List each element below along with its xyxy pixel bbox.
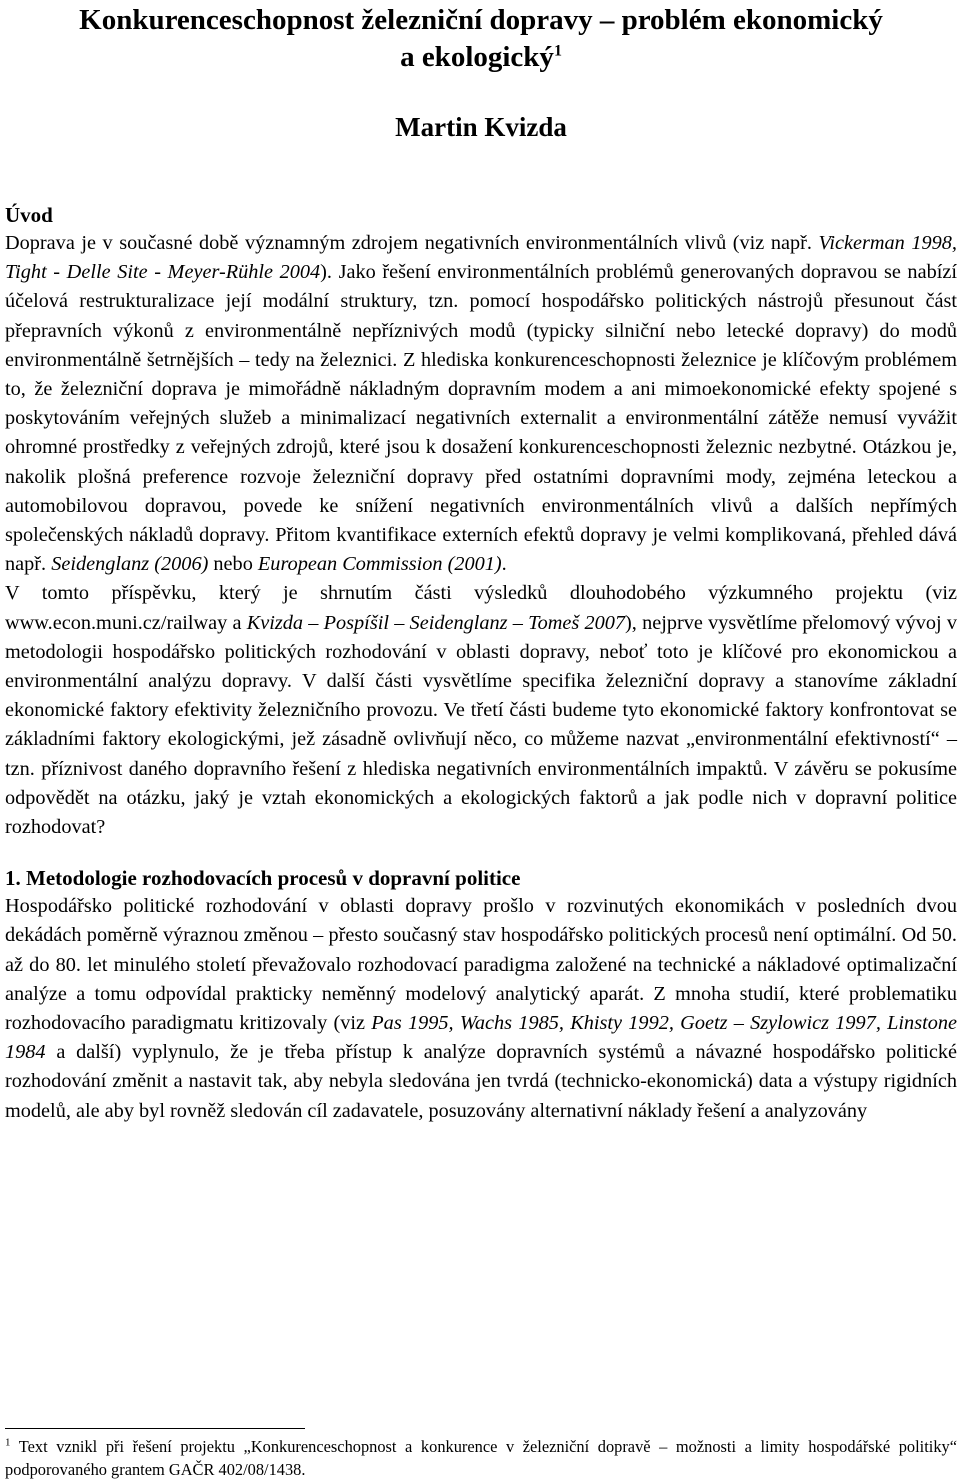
paragraph-intro-1: [5, 229, 957, 579]
paragraph-intro-2: [5, 579, 957, 842]
p2-citation-1: Kvizda – Pospíšil – Seidenglanz – Tomeš 2007: [246, 611, 626, 634]
p1-text-c: nebo: [208, 553, 258, 576]
title-footnote-mark[interactable]: 1: [553, 42, 562, 60]
p3-citations: Pas 1995, Wachs 1985, Khisty 1992, Goetz – Szylowicz 1997, Linstone 1984: [5, 1012, 958, 1064]
p2-text-a: V tomto příspěvku, který je shrnutím části výsledků dlouhodobého výzkumného projektu (viz www.econ.muni.cz/railway a: [5, 582, 957, 634]
p1-text-a: Doprava je v současné době významným zdrojem negativních environmentálních vlivů (viz např.: [5, 232, 819, 254]
paragraph-section1-1: [5, 892, 957, 1126]
p1-citation-3: European Commission (2001): [257, 553, 502, 576]
p1-citation-1: Vickerman 1998, Tight - Delle Site - Meyer-Rühle 2004: [5, 232, 958, 284]
title-line-1: Konkurenceschopnost železniční dopravy – problém ekonomický: [79, 4, 883, 36]
paper-title: [5, 0, 957, 76]
footnote-1: [5, 1435, 957, 1481]
p2-text-b: ), nejprve vysvětlíme přelomový vývoj v metodologii hospodářsko politických rozhodování v oblasti dopravy, neboť toto je klíčové pro ekonomickou a environmentální analýzu dopravy. V další části vysvětlíme specifika železniční dopravy a stanovíme základní ekonomické faktory efektivity železničního provozu. Ve třetí části budeme tyto ekonomické faktory konfrontovat se základními faktory ekologickými, jež zásadně ovlivňují něco, co můžeme nazvat „environmentální efektivností“ – tzn. příznivost daného dopravního řešení z hlediska negativních environmentálních impaktů. V závěru se pokusíme odpovědět na otázku, jaký je vztah ekonomických a ekologických faktorů a jak podle nich v dopravní politice rozhodovat?: [5, 611, 957, 839]
p3-text-b: a další) vyplynulo, že je třeba přístup k analýze dopravních systémů a návazné hospodářsko politické rozhodování změnit a nastavit tak, aby nebyla sledována jen tvrdá (technicko-ekonomická) data a výstupy rigidních modelů, ale aby byl rovněž sledován cíl zadavatele, posuzovány alternativní náklady řešení a analyzovány: [5, 1041, 957, 1122]
p1-text-b: ). Jako řešení environmentálních problémů generovaných dopravou se nabízí účelová restrukturalizace její modální struktury, tzn. pomocí hospodářsko politických nástrojů přesunout část přepravních výkonů z environmentálně nepříznivých modů (typicky silniční nebo letecké dopravy) do modů environmentálně šetrnějších – tedy na železnici. Z hlediska konkurenceschopnosti železnice je klíčovým problémem to, že železniční doprava je mimořádně nákladným dopravním modem a ani mimoekonomické efekty spojené s poskytováním veřejných služeb a minimalizací negativních externalit a environmentální zátěže nemusí vyvážit ohromné prostředky z veřejných zdrojů, které jsou k dosažení konkurenceschopnosti železnic nezbytné. Otázkou je, nakolik plošná preference rozvoje železniční dopravy před ostatními dopravními mody, zejména leteckou a automobilovou dopravou, povede ke snížení negativních environmentálních vlivů a dalších nepřímých společenských nákladů dopravy. Přitom kvantifikace externích efektů dopravy je velmi komplikovaná, přehled dává např.: [5, 261, 957, 576]
title-line-2: a ekologický: [400, 41, 554, 73]
footnote-mark: 1: [5, 1436, 11, 1449]
author-name: Martin Kvizda: [395, 112, 567, 142]
p1-citation-2: Seidenglanz (2006): [51, 553, 209, 576]
p1-text-d: .: [501, 553, 507, 576]
footnote-text: Text vznikl při řešení projektu „Konkurenceschopnost a konkurence v železniční dopravě – možnosti a limity hospodářské politiky“ podporovaného grantem GAČR 402/08/1438.: [5, 1437, 957, 1479]
footnote-separator: [5, 1428, 305, 1429]
p3-text-a: Hospodářsko politické rozhodování v oblasti dopravy prošlo v rozvinutých ekonomikách v posledních dvou dekádách poměrně výraznou změnou – přesto současný stav hospodářsko politických procesů není optimální. Od 50. až do 80. let minulého století převažovalo rozhodovací paradigma založené na technické a nákladové optimalizační analýze a tomu odpovídal prakticky neměnný modelový analytický aparát. Z mnoha studií, které problematiku rozhodovacího paradigmatu kritizovaly (viz: [5, 895, 957, 1035]
section-heading-intro: Úvod: [5, 203, 53, 227]
section-heading-1: 1. Metodologie rozhodovacích procesů v dopravní politice: [5, 866, 521, 891]
